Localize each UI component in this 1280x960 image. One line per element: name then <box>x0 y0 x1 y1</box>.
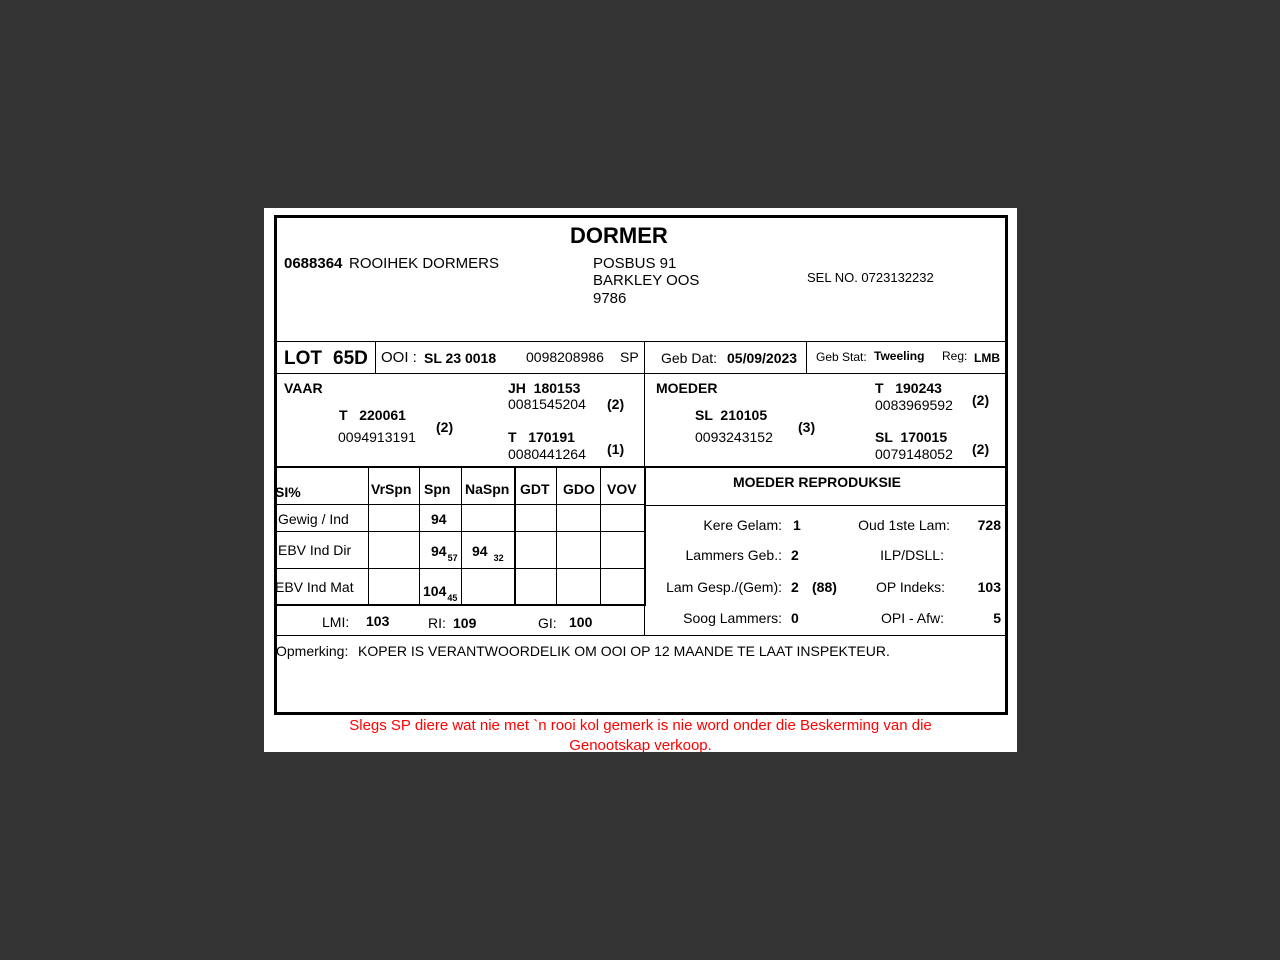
footer-notice-line2: Genootskap verkoop. <box>569 737 712 752</box>
divider-remark <box>276 635 1006 636</box>
gi-label: GI: <box>538 615 557 631</box>
border-top <box>274 215 1008 218</box>
vaar-dam-grade: (1) <box>607 441 625 457</box>
vaar-sire-number: 0081545204 <box>508 396 586 412</box>
moeder-number: 0093243152 <box>695 429 773 445</box>
si-header-vrspn: VrSpn <box>371 481 412 497</box>
si-row-label: Gewig / Ind <box>278 511 349 527</box>
si-table-bottom <box>274 604 646 606</box>
geb-dat-label: Geb Dat: <box>661 350 718 366</box>
moeder-dam-number: 0079148052 <box>875 446 953 462</box>
op-indeks-value: 103 <box>977 579 1001 595</box>
border-bottom <box>274 712 1008 715</box>
si-header-gdo: GDO <box>563 481 595 497</box>
vaar-number: 0094913191 <box>338 429 416 445</box>
moeder-sire-number: 0083969592 <box>875 397 953 413</box>
si-header-gdt: GDT <box>520 481 550 497</box>
divider-lot-ooi <box>375 342 376 374</box>
si-row-label: EBV Ind Dir <box>278 542 352 558</box>
soog-lammers-label: Soog Lammers: <box>683 610 782 626</box>
kere-gelam-label: Kere Gelam: <box>703 517 782 533</box>
si-cell-spn-sub: 57 <box>447 553 458 563</box>
lam-gesp-gem: (88) <box>812 579 837 595</box>
oud-1ste-lam-label: Oud 1ste Lam: <box>858 517 950 533</box>
border-right <box>1005 215 1008 715</box>
ooi-label: OOI : <box>381 349 417 366</box>
lam-gesp-label: Lam Gesp./(Gem): <box>666 579 782 595</box>
si-header-si: SI% <box>275 484 301 500</box>
si-header-spn: Spn <box>424 481 451 497</box>
si-cell-spn: $104_{45}$ <box>423 583 458 603</box>
ooi-class: SP <box>620 349 639 365</box>
si-header-naspn: NaSpn <box>465 481 510 497</box>
vaar-dam-number: 0080441264 <box>508 446 586 462</box>
moeder-dam-grade: (2) <box>972 441 990 457</box>
lot-number: 65D <box>333 348 368 369</box>
si-cell-spn: $94_{57}$ <box>431 543 458 563</box>
divider-geb-stat <box>806 342 807 374</box>
address-line3: 9786 <box>593 290 627 307</box>
lammers-geb-label: Lammers Geb.: <box>685 547 782 563</box>
vaar-grade: (2) <box>436 419 454 435</box>
si-cell-spn-sub: 45 <box>447 593 458 603</box>
reg-label: Reg: <box>942 349 968 363</box>
si-cell-spn: 94 <box>431 511 447 527</box>
footer-notice-line1: Slegs SP diere wat nie met `n rooi kol gemerk is nie word onder die Beskerming van die <box>349 717 932 734</box>
si-col-line <box>419 467 420 605</box>
divider-lot <box>276 341 1006 342</box>
moeder-id: SL 210105 <box>695 407 768 423</box>
divider-pedigree <box>276 373 1006 374</box>
ri-value: 109 <box>453 615 477 631</box>
geb-dat: 05/09/2023 <box>727 350 798 366</box>
ilp-dsll-label: ILP/DSLL: <box>880 547 944 563</box>
owner-name: ROOIHEK DORMERS <box>349 255 500 272</box>
border-left <box>274 215 277 715</box>
lam-gesp-value: 2 <box>791 579 799 595</box>
ooi-id: SL 23 0018 <box>424 350 497 366</box>
si-cell-naspn-sub: 32 <box>493 553 504 563</box>
vaar-sire-id: JH 180153 <box>508 380 581 396</box>
si-cell-naspn: 94 $_{32}$ <box>472 543 504 563</box>
lot-card <box>264 208 1017 752</box>
si-col-line <box>368 467 369 605</box>
opi-afw-value: 5 <box>993 610 1001 626</box>
lot-label: LOT <box>284 348 322 369</box>
divider-si <box>276 466 1006 468</box>
si-header-vov: VOV <box>607 481 637 497</box>
si-col-line <box>556 467 557 605</box>
kere-gelam-value: 1 <box>793 517 801 533</box>
breed-title: DORMER <box>570 223 668 248</box>
geb-stat: Tweeling <box>874 349 925 363</box>
opi-afw-label: OPI - Afw: <box>880 610 944 626</box>
moeder-grade: (3) <box>798 419 816 435</box>
si-col-line <box>461 467 462 605</box>
reg-value: LMB <box>974 351 1000 365</box>
remark-text: KOPER IS VERANTWOORDELIK OM OOI OP 12 MAANDE TE LAAT INSPEKTEUR. <box>358 643 890 659</box>
lmi-label: LMI: <box>322 614 350 630</box>
vaar-sire-grade: (2) <box>607 396 625 412</box>
address-line2: BARKLEY OOS <box>593 272 700 289</box>
vaar-dam-id: T 170191 <box>508 429 575 445</box>
ooi-number: 0098208986 <box>526 349 604 365</box>
si-col-line-thick <box>514 467 516 605</box>
ri-label: RI: <box>428 615 446 631</box>
gi-value: 100 <box>569 614 593 630</box>
address-line1: POSBUS 91 <box>593 255 677 272</box>
sel-no: SEL NO. 0723132232 <box>807 270 934 285</box>
si-col-line <box>600 467 601 605</box>
repro-title: MOEDER REPRODUKSIE <box>733 474 902 490</box>
op-indeks-label: OP Indeks: <box>875 579 945 595</box>
lammers-geb-value: 2 <box>791 547 799 563</box>
oud-1ste-lam-value: 728 <box>977 517 1001 533</box>
si-row-label: EBV Ind Mat <box>275 579 354 595</box>
owner-code: 0688364 <box>284 255 343 272</box>
lmi-value: 103 <box>366 613 390 629</box>
geb-stat-label: Geb Stat: <box>816 350 867 364</box>
moeder-sire-grade: (2) <box>972 392 990 408</box>
soog-lammers-value: 0 <box>791 610 799 626</box>
divider-repro-title <box>645 505 1006 506</box>
remark-label: Opmerking: <box>276 643 349 659</box>
vaar-label: VAAR <box>284 380 323 396</box>
moeder-label: MOEDER <box>656 380 718 396</box>
moeder-sire-id: T 190243 <box>875 380 942 396</box>
moeder-dam-id: SL 170015 <box>875 429 948 445</box>
vaar-id: T 220061 <box>339 407 406 423</box>
